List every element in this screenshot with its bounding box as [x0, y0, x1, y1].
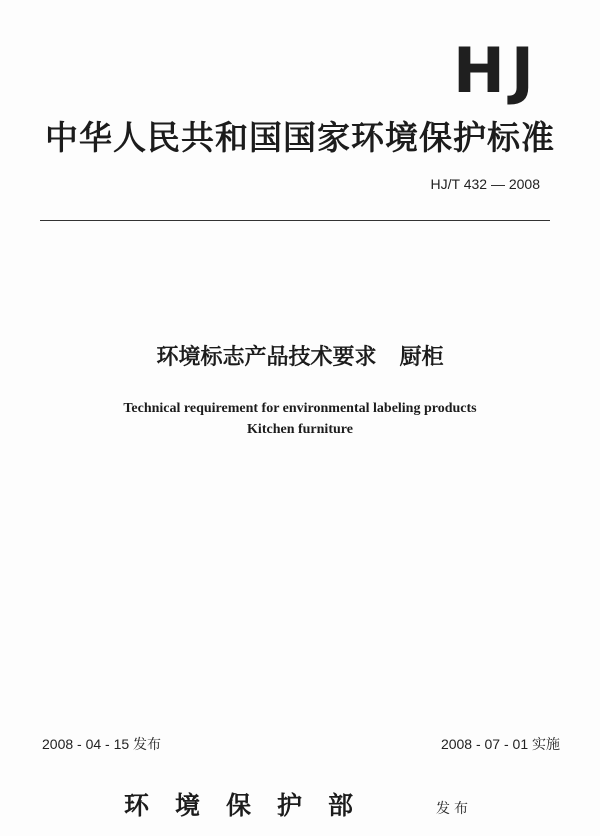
department-publish-label: 发布	[436, 801, 472, 817]
title-english-line2: Kitchen furniture	[247, 422, 353, 437]
issuing-department: 环境保护部	[124, 791, 380, 820]
title-english	[0, 398, 600, 440]
title-english-line1: Technical requirement for environmental labeling products	[123, 401, 477, 416]
title-chinese: 环境标志产品技术要求 厨柜	[156, 345, 444, 370]
implementation-date: 2008 - 07 - 01 实施	[440, 736, 560, 752]
divider-rule	[40, 220, 550, 221]
hj-logo: HJ	[453, 34, 540, 107]
standard-org-title: 中华人民共和国国家环境保护标准	[45, 118, 555, 157]
standard-number: HJ/T 432 — 2008	[430, 176, 540, 192]
issue-date: 2008 - 04 - 15 发布	[42, 736, 162, 752]
